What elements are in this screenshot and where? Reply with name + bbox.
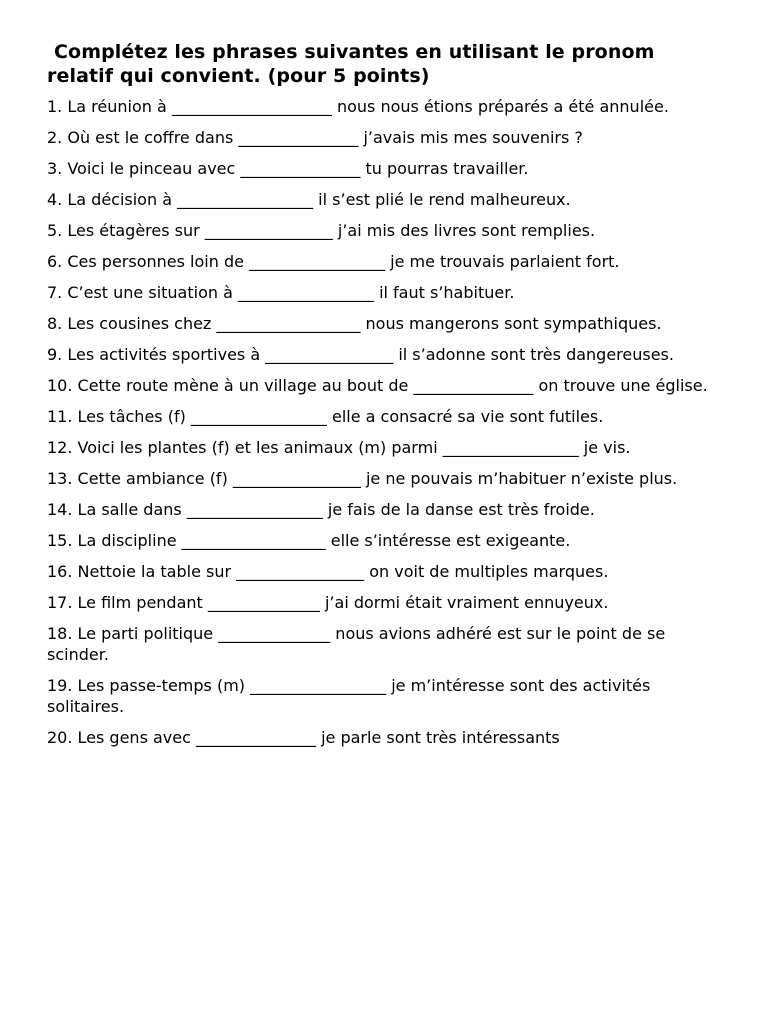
title-line-1: Complétez les phrases suivantes en utilisant le pronom — [54, 41, 655, 63]
question-1: 1. La réunion à ____________________ nous nous étions préparés a été annulée. — [47, 97, 669, 116]
question-19: 19. Les passe-temps (m) _________________ je m’intéresse sont des activités solitaires. — [47, 676, 651, 716]
question-list — [47, 96, 728, 748]
question-17: 17. Le film pendant ______________ j’ai dormi était vraiment ennuyeux. — [47, 593, 609, 612]
question-4: 4. La décision à _________________ il s’est plié le rend malheureux. — [47, 190, 571, 209]
question-5: 5. Les étagères sur ________________ j’ai mis des livres sont remplies. — [47, 221, 596, 240]
question-9: 9. Les activités sportives à ________________ il s’adonne sont très dangereuses. — [47, 345, 674, 364]
question-11: 11. Les tâches (f) _________________ elle a consacré sa vie sont futiles. — [47, 407, 604, 426]
question-10: 10. Cette route mène à un village au bout de _______________ on trouve une église. — [47, 376, 708, 395]
question-14: 14. La salle dans _________________ je fais de la danse est très froide. — [47, 500, 595, 519]
question-8: 8. Les cousines chez __________________ nous mangerons sont sympathiques. — [47, 314, 662, 333]
question-3: 3. Voici le pinceau avec _______________ tu pourras travailler. — [47, 159, 529, 178]
question-18: 18. Le parti politique ______________ nous avions adhéré est sur le point de se scinder. — [47, 624, 666, 664]
worksheet-title — [47, 40, 728, 88]
question-2: 2. Où est le coffre dans _______________ j’avais mis mes souvenirs ? — [47, 128, 583, 147]
title-line-2: relatif qui convient. (pour 5 points) — [47, 65, 430, 87]
question-16: 16. Nettoie la table sur ________________ on voit de multiples marques. — [47, 562, 609, 581]
question-7: 7. C’est une situation à _________________ il faut s’habituer. — [47, 283, 515, 302]
question-6: 6. Ces personnes loin de _________________ je me trouvais parlaient fort. — [47, 252, 620, 271]
question-13: 13. Cette ambiance (f) ________________ je ne pouvais m’habituer n’existe plus. — [47, 469, 678, 488]
question-15: 15. La discipline __________________ elle s’intéresse est exigeante. — [47, 531, 571, 550]
question-20: 20. Les gens avec _______________ je parle sont très intéressants — [47, 728, 560, 747]
question-12: 12. Voici les plantes (f) et les animaux (m) parmi _________________ je vis. — [47, 438, 631, 457]
